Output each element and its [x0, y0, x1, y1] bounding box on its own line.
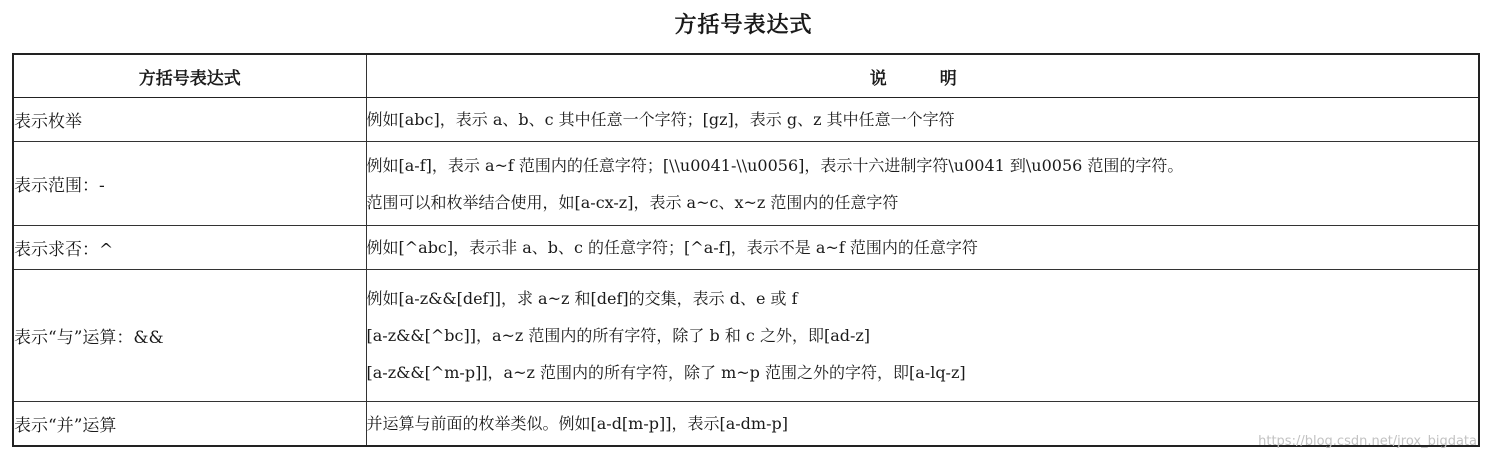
- table-row: [13, 270, 1479, 402]
- header-expression: 方括号表达式: [13, 54, 366, 98]
- row-description: [366, 226, 1479, 270]
- description-line: 例如[a-f]，表示 a~f 范围内的任意字符；[\\u0041-\\u0056]，表示十六进制字符\u0041 到\u0056 范围的字符。: [366, 155, 1184, 175]
- row-description: [366, 142, 1479, 226]
- description-line: 例如[abc]，表示 a、b、c 其中任意一个字符；[gz]，表示 g、z 其中任意一个字符: [366, 110, 955, 129]
- row-name: 表示“并”运算: [13, 402, 366, 446]
- description-line: [a-z&&[^bc]]，a~z 范围内的所有字符，除了 b 和 c 之外，即[ad-z]: [366, 326, 871, 345]
- description-line: 例如[^abc]，表示非 a、b、c 的任意字符；[^a-f]，表示不是 a~f 范围内的任意字符: [366, 238, 978, 257]
- table-row: [13, 226, 1479, 270]
- row-description: [366, 270, 1479, 402]
- watermark-url: https://blog.csdn.net/jrox_bigdata: [1258, 434, 1477, 449]
- description-line: 并运算与前面的枚举类似。例如[a-d[m-p]]，表示[a-dm-p]: [366, 413, 788, 433]
- description-line: 例如[a-z&&[def]]，求 a~z 和[def]的交集，表示 d、e 或 f: [366, 289, 798, 308]
- row-name: 表示范围：-: [13, 142, 366, 226]
- regex-table: [12, 53, 1480, 447]
- table-row: [13, 98, 1479, 142]
- table-row: [13, 142, 1479, 226]
- table-caption: 方括号表达式: [674, 13, 813, 38]
- row-name: 表示求否：^: [13, 226, 366, 270]
- row-description: [366, 98, 1479, 142]
- table-header-row: [13, 54, 1479, 98]
- description-line: 范围可以和枚举结合使用，如[a-cx-z]，表示 a~c、x~z 范围内的任意字符: [366, 192, 899, 212]
- row-name: 表示“与”运算：&&: [13, 270, 366, 402]
- description-line: [a-z&&[^m-p]]，a~z 范围内的所有字符，除了 m~p 范围之外的字符，即[a-lq-z]: [366, 363, 966, 382]
- row-name: 表示枚举: [13, 98, 366, 142]
- header-description: 说 明: [366, 54, 1479, 98]
